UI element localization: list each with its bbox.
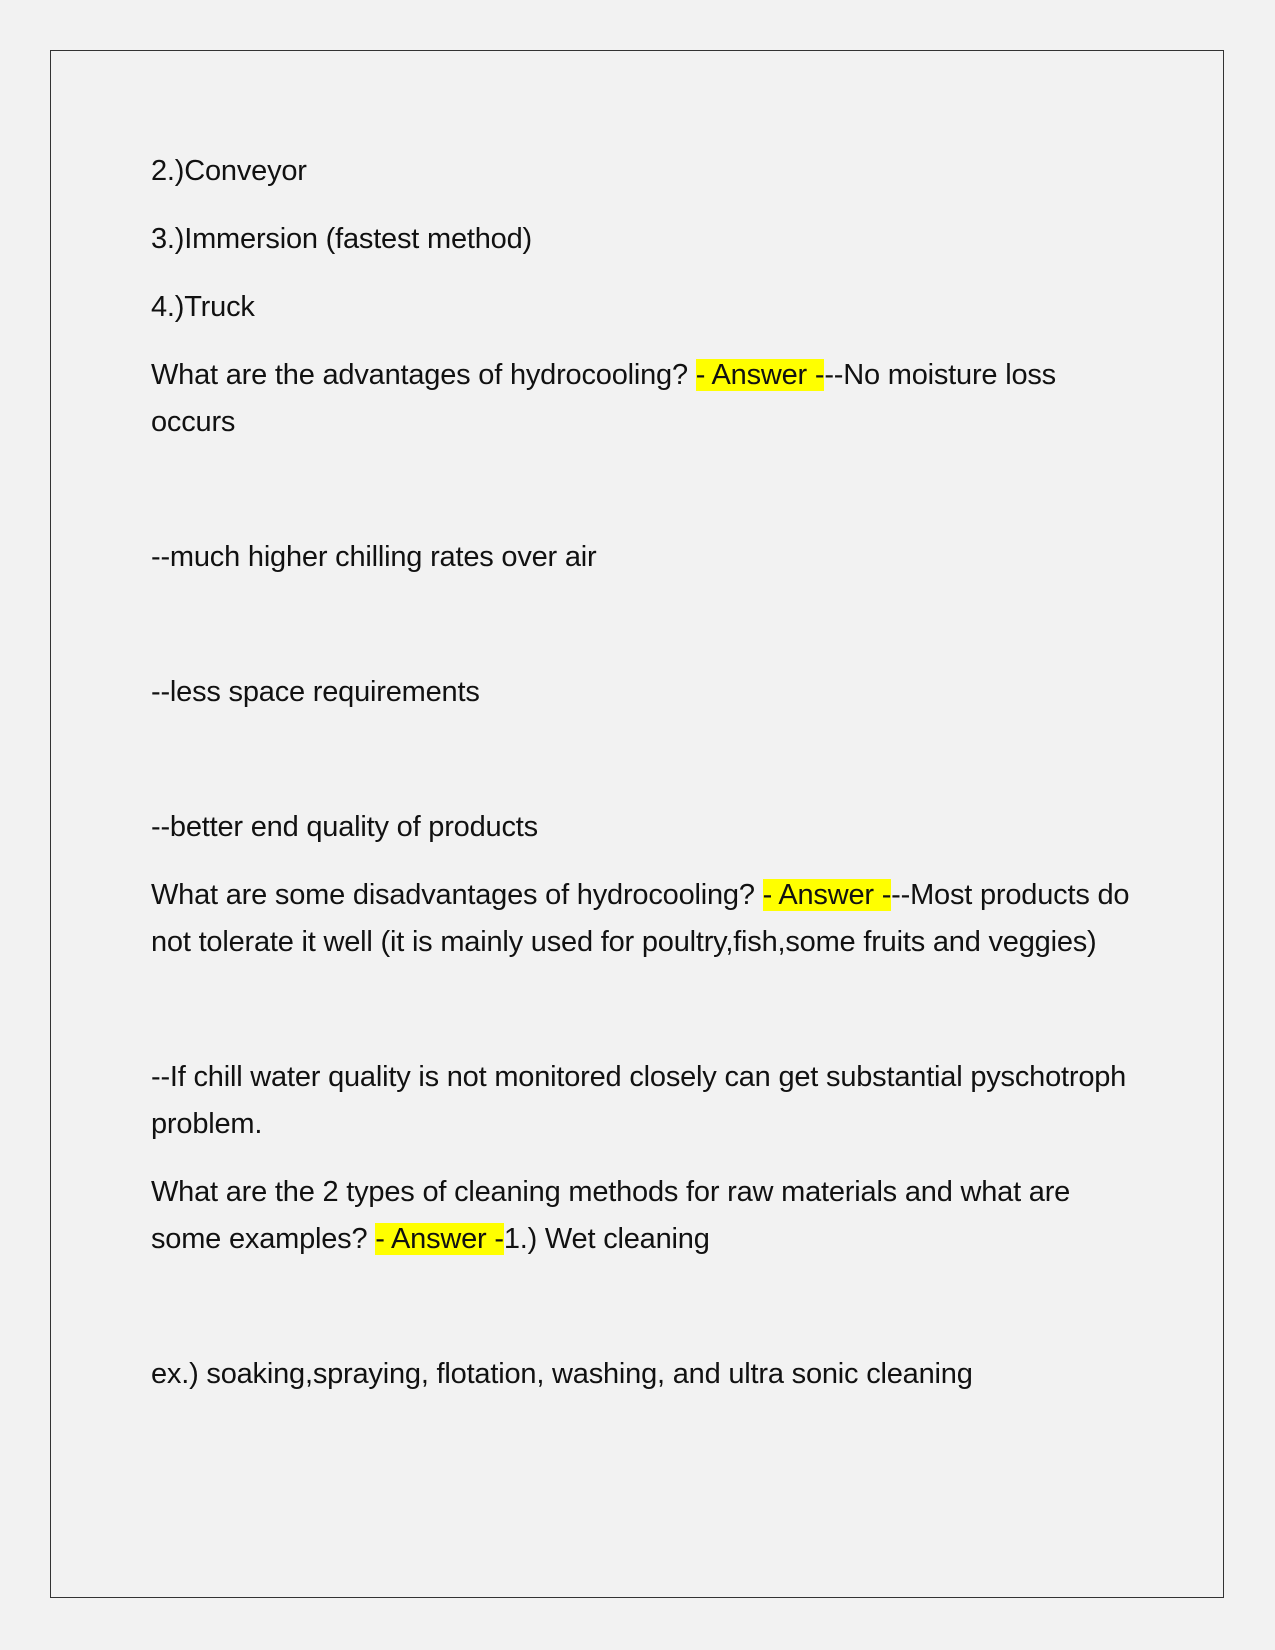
- question-disadvantages: [151, 872, 1131, 966]
- answer-point: --less space requirements: [151, 676, 480, 708]
- question-text: What are the 2 types of cleaning methods for raw materials and what are some examples?: [151, 1176, 1071, 1255]
- answer-text: --No moisture loss occurs: [151, 359, 1056, 438]
- answer-point: --much higher chilling rates over air: [151, 541, 597, 573]
- document-body: [151, 148, 1131, 1398]
- list-item-conveyor: 2.)Conveyor: [151, 155, 307, 187]
- answer-point: ex.) soaking,spraying, flotation, washing, and ultra sonic cleaning: [151, 1358, 973, 1390]
- answer-text: 1.) Wet cleaning: [503, 1223, 710, 1255]
- answer-highlight: - Answer -: [375, 1223, 504, 1255]
- answer-highlight: - Answer -: [762, 879, 892, 911]
- answer-highlight: - Answer -: [695, 359, 825, 391]
- question-advantages: [151, 352, 1131, 446]
- answer-point: --If chill water quality is not monitored closely can get substantial pyschotroph problem.: [151, 1061, 1127, 1140]
- question-text: What are the advantages of hydrocooling?: [151, 359, 696, 391]
- question-cleaning-methods: [151, 1169, 1131, 1263]
- answer-point: --better end quality of products: [151, 811, 538, 843]
- list-item-immersion: 3.)Immersion (fastest method): [151, 223, 532, 255]
- answer-text: --Most products do not tolerate it well (it is mainly used for poultry,fish,some fruits and veggies): [151, 879, 1130, 958]
- list-item-truck: 4.)Truck: [151, 291, 255, 323]
- question-text: What are some disadvantages of hydrocooling?: [151, 879, 763, 911]
